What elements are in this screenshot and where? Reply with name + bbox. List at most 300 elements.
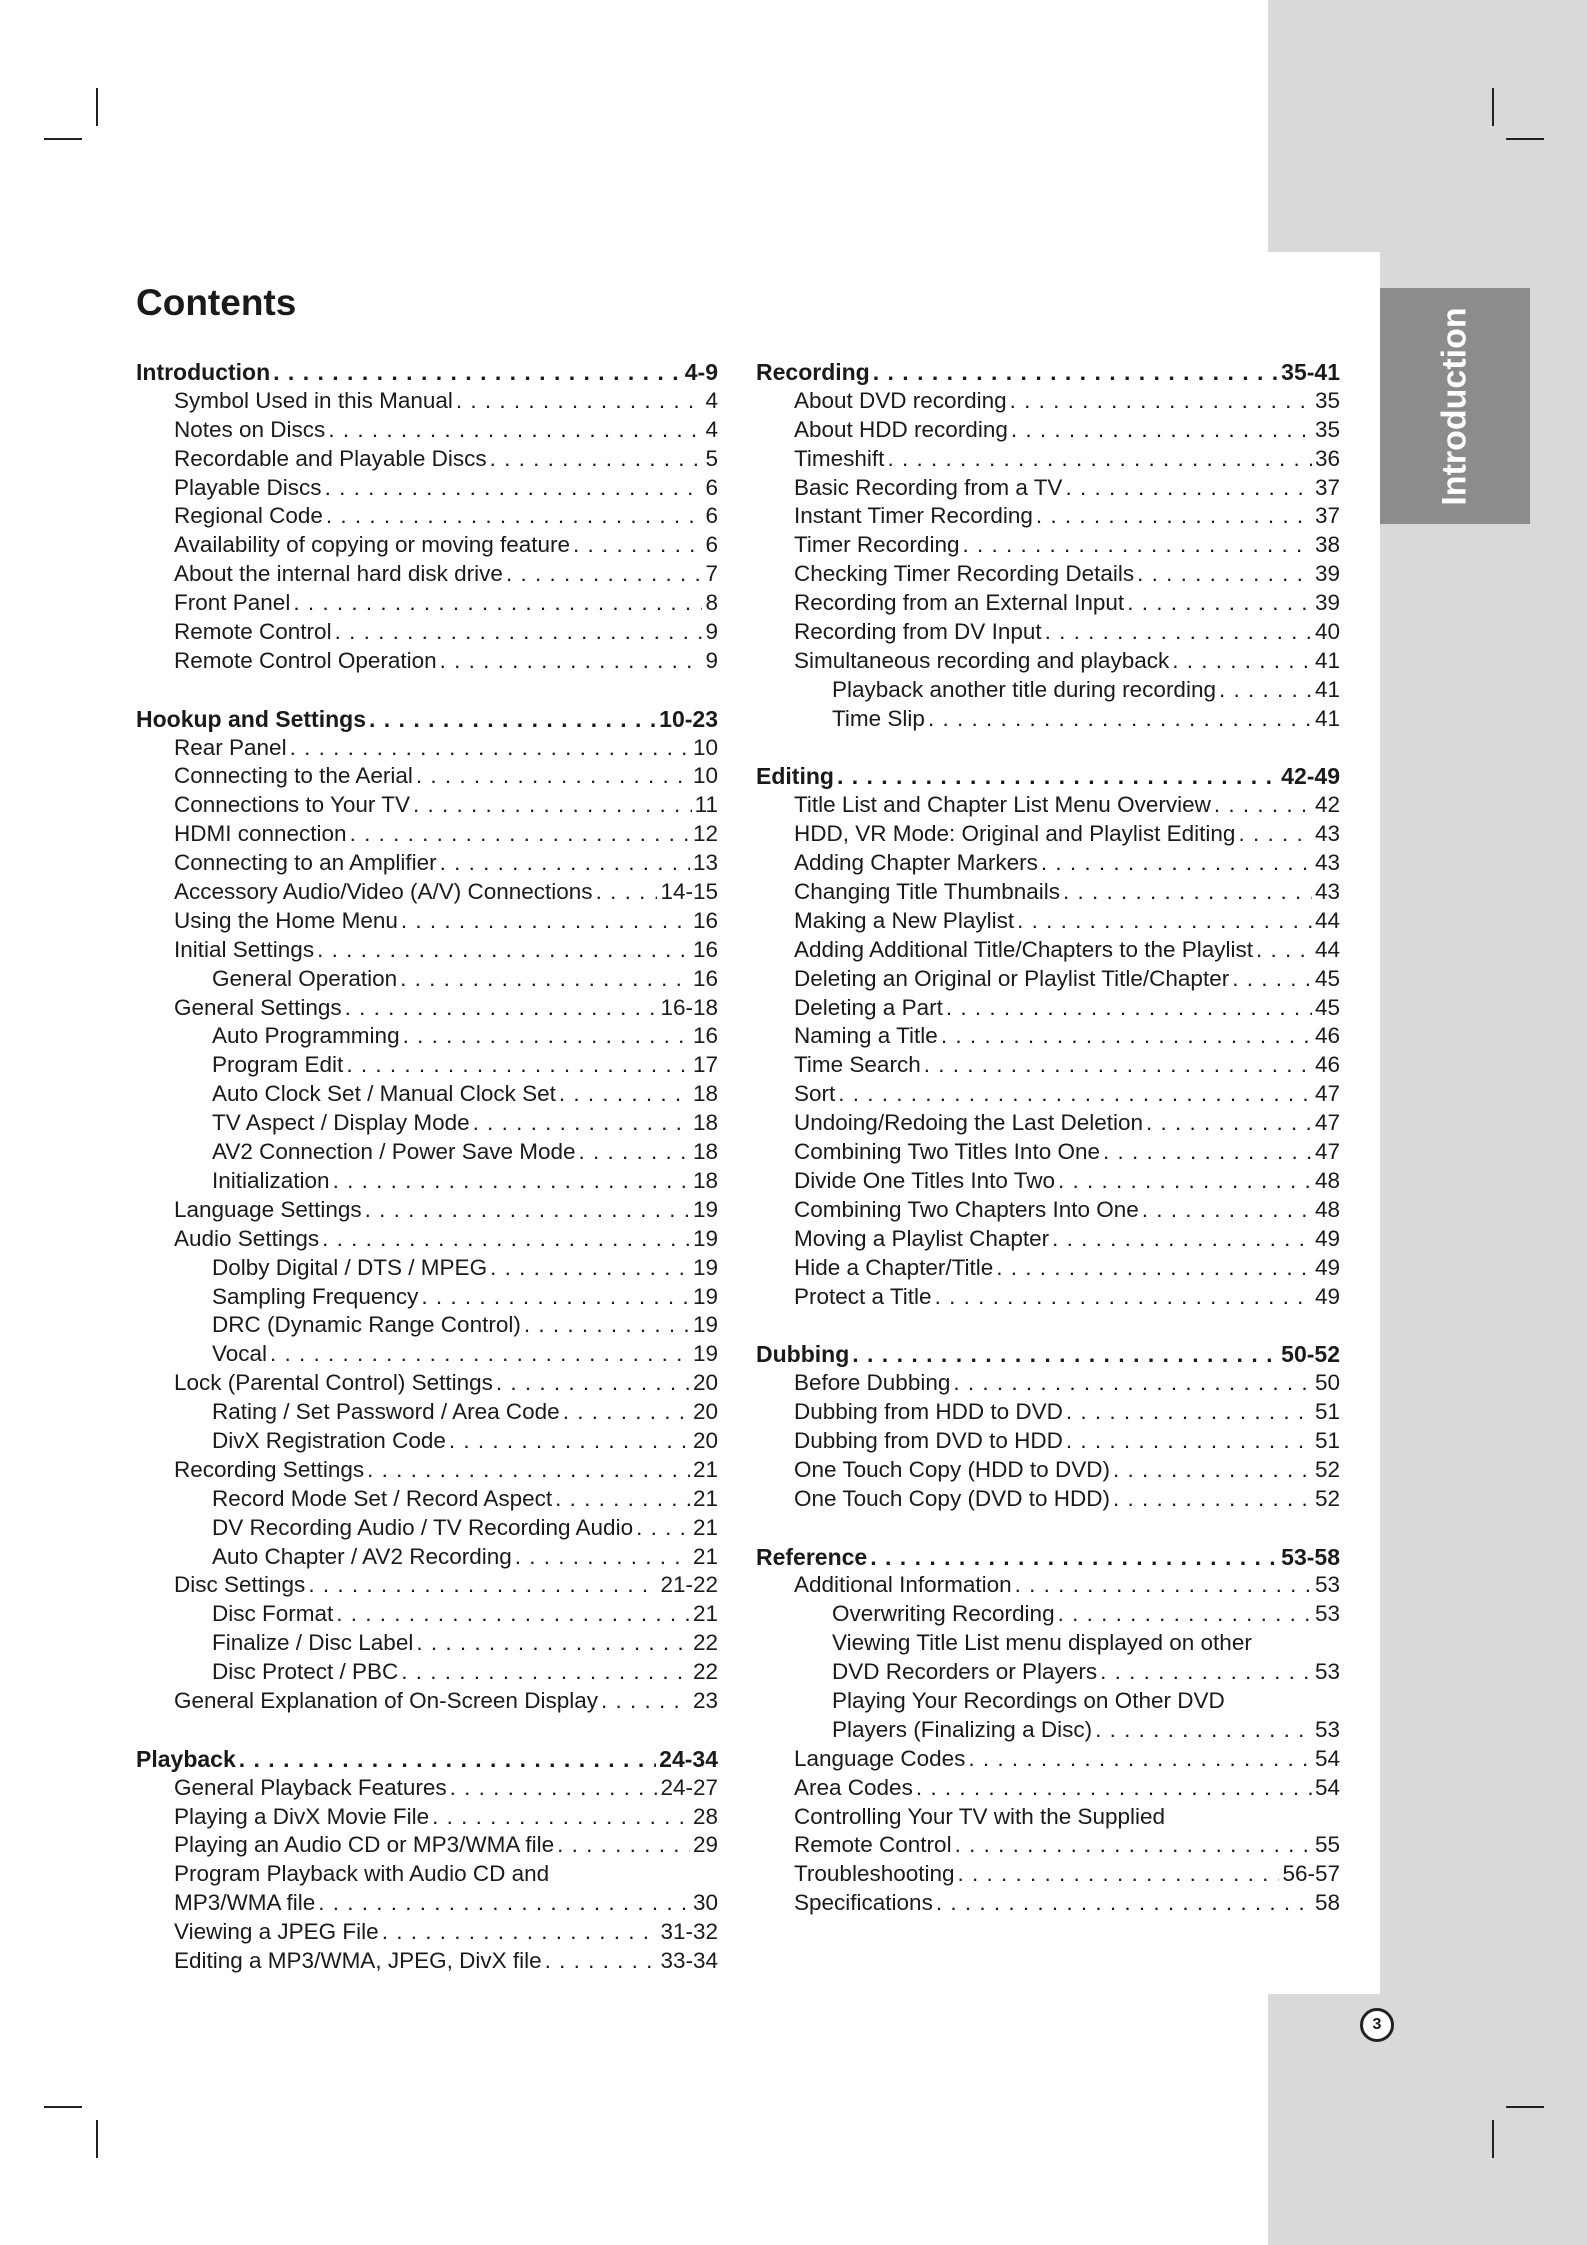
entry-text: Troubleshooting	[794, 1861, 955, 1887]
dot-leader	[1063, 878, 1312, 907]
entry-page-number: 51	[1314, 1427, 1340, 1453]
entry-text: Language Settings	[174, 1196, 362, 1222]
entry-page-number: 53	[1314, 1601, 1340, 1627]
section-page-range: 42-49	[1281, 763, 1340, 790]
toc-entry	[136, 1167, 718, 1196]
entry-text: Auto Chapter / AV2 Recording	[212, 1543, 512, 1569]
toc-section-heading	[756, 358, 1340, 387]
toc-entry	[756, 791, 1340, 820]
entry-page-number: 50	[1314, 1370, 1340, 1396]
entry-text: Disc Settings	[174, 1572, 306, 1598]
entry-page-number: 53	[1314, 1659, 1340, 1685]
dot-leader	[852, 1340, 1278, 1369]
toc-entry	[756, 1889, 1340, 1918]
dot-leader	[1066, 1398, 1312, 1427]
entry-page-number: 21	[692, 1601, 718, 1627]
entry-text: Undoing/Redoing the Last Deletion	[794, 1110, 1143, 1136]
toc-entry	[136, 1514, 718, 1543]
entry-text: DRC (Dynamic Range Control)	[212, 1312, 521, 1338]
entry-text: Audio Settings	[174, 1225, 320, 1251]
entry-page-number: 18	[692, 1167, 718, 1193]
entry-page-number: 6	[705, 532, 718, 558]
entry-text: Basic Recording from a TV	[794, 474, 1063, 500]
toc-entry	[756, 531, 1340, 560]
dot-leader	[1146, 1109, 1312, 1138]
entry-text: Instant Timer Recording	[794, 503, 1033, 529]
toc-entry	[136, 1831, 718, 1860]
entry-page-number: 40	[1314, 619, 1340, 645]
dot-leader	[1142, 1196, 1312, 1225]
entry-text: Playback another title during recording	[832, 676, 1216, 702]
dot-leader	[401, 1658, 690, 1687]
entry-text: Disc Format	[212, 1601, 334, 1627]
entry-page-number: 9	[705, 619, 718, 645]
entry-text: Playing a DivX Movie File	[174, 1803, 430, 1829]
section-tab	[1380, 288, 1530, 524]
toc-entry	[136, 416, 718, 445]
entry-text: Time Search	[794, 1052, 921, 1078]
entry-page-number: 13	[692, 850, 718, 876]
entry-page-number: 31-32	[660, 1919, 718, 1945]
toc-entry	[756, 1051, 1340, 1080]
toc-entry	[136, 1543, 718, 1572]
entry-text: Notes on Discs	[174, 416, 326, 442]
dot-leader	[545, 1947, 658, 1976]
toc-entry	[136, 820, 718, 849]
crop-mark	[1506, 138, 1544, 140]
entry-page-number: 33-34	[660, 1947, 718, 1973]
entry-page-number: 29	[692, 1832, 718, 1858]
entry-page-number: 18	[692, 1081, 718, 1107]
entry-page-number: 41	[1314, 647, 1340, 673]
toc-entry	[756, 416, 1340, 445]
entry-text: Time Slip	[832, 705, 925, 731]
toc-entry	[756, 1196, 1340, 1225]
dot-leader	[636, 1514, 690, 1543]
dot-leader	[515, 1543, 690, 1572]
entry-text: Recording from an External Input	[794, 590, 1125, 616]
dot-leader	[416, 762, 690, 791]
toc-entry	[136, 1687, 718, 1716]
toc-entry	[136, 762, 718, 791]
entry-page-number: 48	[1314, 1167, 1340, 1193]
entry-text: TV Aspect / Display Mode	[212, 1110, 470, 1136]
entry-page-number: 39	[1314, 590, 1340, 616]
entry-page-number: 21	[692, 1456, 718, 1482]
dot-leader	[1172, 647, 1312, 676]
entry-page-number: 49	[1314, 1283, 1340, 1309]
dot-leader	[328, 416, 702, 445]
toc-entry	[136, 502, 718, 531]
toc-entry	[136, 907, 718, 936]
entry-text: Checking Timer Recording Details	[794, 561, 1135, 587]
toc-entry	[756, 1629, 1340, 1658]
entry-text: Remote Control	[794, 1832, 952, 1858]
toc-entry	[136, 1022, 718, 1051]
toc-entry	[756, 1167, 1340, 1196]
crop-mark	[96, 2120, 98, 2158]
entry-text: Naming a Title	[794, 1023, 938, 1049]
entry-page-number: 42	[1314, 792, 1340, 818]
toc-entry	[756, 1860, 1340, 1889]
entry-page-number: 44	[1314, 936, 1340, 962]
dot-leader	[916, 1774, 1312, 1803]
entry-page-number: 10	[692, 734, 718, 760]
section-page-range: 53-58	[1281, 1543, 1340, 1570]
dot-leader	[924, 1051, 1312, 1080]
entry-page-number: 10	[692, 763, 718, 789]
entry-page-number: 22	[692, 1659, 718, 1685]
entry-page-number: 16	[692, 1023, 718, 1049]
section-page-range: 24-34	[659, 1745, 718, 1772]
dot-leader	[1045, 618, 1312, 647]
toc-entry	[756, 936, 1340, 965]
crop-mark	[1492, 88, 1494, 126]
dot-leader	[1066, 1427, 1312, 1456]
entry-page-number: 47	[1314, 1110, 1340, 1136]
dot-leader	[968, 1745, 1312, 1774]
dot-leader	[346, 1051, 690, 1080]
entry-page-number: 17	[692, 1052, 718, 1078]
toc-entry	[136, 1138, 718, 1167]
entry-page-number: 43	[1314, 879, 1340, 905]
entry-page-number: 19	[692, 1312, 718, 1338]
dot-leader	[350, 820, 690, 849]
entry-text: Playable Discs	[174, 474, 322, 500]
entry-text: Simultaneous recording and playback	[794, 647, 1170, 673]
toc-entry	[756, 705, 1340, 734]
toc-entry	[136, 1340, 718, 1369]
toc-entry	[756, 1398, 1340, 1427]
entry-page-number: 45	[1314, 965, 1340, 991]
toc-entry	[756, 820, 1340, 849]
dot-leader	[336, 1600, 690, 1629]
toc-entry	[136, 647, 718, 676]
dot-leader	[1103, 1138, 1312, 1167]
toc-entry	[136, 1283, 718, 1312]
toc-entry	[136, 1080, 718, 1109]
dot-leader	[557, 1831, 690, 1860]
toc-entry	[756, 1571, 1340, 1600]
dot-leader	[326, 502, 703, 531]
entry-page-number: 18	[692, 1139, 718, 1165]
entry-text: Connections to Your TV	[174, 792, 410, 818]
entry-page-number: 20	[692, 1399, 718, 1425]
entry-text: Divide One Titles Into Two	[794, 1167, 1055, 1193]
toc-entry	[136, 791, 718, 820]
entry-page-number: 16	[692, 907, 718, 933]
entry-page-number: 4	[705, 416, 718, 442]
entry-text: Changing Title Thumbnails	[794, 879, 1060, 905]
toc-section	[136, 705, 718, 1716]
crop-mark	[44, 138, 82, 140]
dot-leader	[1127, 589, 1312, 618]
toc-entry	[136, 1398, 718, 1427]
entry-text: About HDD recording	[794, 416, 1008, 442]
entry-page-number: 24-27	[660, 1774, 718, 1800]
entry-page-number: 19	[692, 1225, 718, 1251]
dot-leader	[413, 791, 692, 820]
dot-leader	[318, 1889, 690, 1918]
entry-text: Initialization	[212, 1167, 330, 1193]
entry-text: Rating / Set Password / Area Code	[212, 1399, 560, 1425]
toc-entry	[756, 1774, 1340, 1803]
toc-entry	[756, 502, 1340, 531]
entry-text: Moving a Playlist Chapter	[794, 1225, 1050, 1251]
dot-leader	[601, 1687, 690, 1716]
toc-entry	[136, 1571, 718, 1600]
entry-text: Vocal	[212, 1341, 268, 1367]
entry-page-number: 16	[692, 965, 718, 991]
toc-entry	[756, 1831, 1340, 1860]
toc-entry	[136, 589, 718, 618]
toc-entry	[136, 878, 718, 907]
entry-text: MP3/WMA file	[174, 1890, 316, 1916]
dot-leader	[440, 849, 690, 878]
entry-text: Recording from DV Input	[794, 619, 1042, 645]
entry-text: AV2 Connection / Power Save Mode	[212, 1139, 576, 1165]
dot-leader	[239, 1745, 656, 1774]
dot-leader	[1058, 1167, 1312, 1196]
dot-leader	[367, 1456, 690, 1485]
entry-page-number: 16	[692, 936, 718, 962]
dot-leader	[290, 734, 690, 763]
entry-page-number: 52	[1314, 1456, 1340, 1482]
dot-leader	[946, 994, 1312, 1023]
entry-text: Overwriting Recording	[832, 1601, 1055, 1627]
entry-text: Lock (Parental Control) Settings	[174, 1370, 493, 1396]
entry-text: Deleting an Original or Playlist Title/Chapter	[794, 965, 1230, 991]
toc-section	[756, 358, 1340, 734]
entry-page-number: 21	[692, 1543, 718, 1569]
section-heading-text: Dubbing	[756, 1341, 850, 1368]
toc-entry	[756, 1138, 1340, 1167]
dot-leader	[837, 762, 1278, 791]
toc-section-heading	[756, 1543, 1340, 1572]
dot-leader	[928, 705, 1312, 734]
entry-text: DV Recording Audio / TV Recording Audio	[212, 1514, 634, 1540]
dot-leader	[1232, 965, 1312, 994]
dot-leader	[1052, 1225, 1312, 1254]
entry-page-number: 54	[1314, 1774, 1340, 1800]
toc-entry	[756, 445, 1340, 474]
entry-text: Dubbing from HDD to DVD	[794, 1399, 1063, 1425]
entry-text: Combining Two Titles Into One	[794, 1139, 1100, 1165]
dot-leader	[1095, 1716, 1312, 1745]
toc-entry	[756, 589, 1340, 618]
section-page-range: 10-23	[659, 705, 718, 732]
entry-page-number: 21	[692, 1514, 718, 1540]
toc-entry	[756, 560, 1340, 589]
toc-column-right	[756, 358, 1340, 1947]
toc-entry	[756, 1716, 1340, 1745]
toc-entry	[136, 474, 718, 503]
toc-entry	[136, 1051, 718, 1080]
entry-page-number: 16-18	[660, 994, 718, 1020]
toc-section-heading	[756, 762, 1340, 791]
toc-entry	[136, 1311, 718, 1340]
dot-leader	[490, 1254, 690, 1283]
toc-entry	[136, 1485, 718, 1514]
toc-column-left	[136, 358, 718, 2005]
toc-entry	[136, 965, 718, 994]
toc-entry	[756, 1254, 1340, 1283]
entry-text: Connecting to the Aerial	[174, 763, 413, 789]
toc-section	[756, 1543, 1340, 1919]
entry-page-number: 38	[1314, 532, 1340, 558]
entry-page-number: 19	[692, 1283, 718, 1309]
entry-text: General Operation	[212, 965, 398, 991]
entry-text: Timer Recording	[794, 532, 960, 558]
dot-leader	[1010, 387, 1312, 416]
section-page-range: 4-9	[684, 359, 718, 385]
toc-entry	[756, 1687, 1340, 1716]
entry-text: Area Codes	[794, 1774, 913, 1800]
dot-leader	[1036, 502, 1312, 531]
section-page-range: 35-41	[1281, 359, 1340, 385]
section-heading-text: Recording	[756, 359, 870, 385]
dot-leader	[887, 445, 1312, 474]
dot-leader	[440, 647, 703, 676]
dot-leader	[449, 1427, 690, 1456]
crop-mark	[1492, 2120, 1494, 2158]
toc-entry	[136, 1658, 718, 1687]
dot-leader	[473, 1109, 690, 1138]
dot-leader	[955, 1831, 1312, 1860]
entry-page-number: 12	[692, 821, 718, 847]
entry-text: Auto Programming	[212, 1023, 400, 1049]
toc-entry	[136, 1600, 718, 1629]
entry-text: Title List and Chapter List Menu Overview	[794, 792, 1211, 818]
entry-text: Dubbing from DVD to HDD	[794, 1427, 1063, 1453]
toc-entry	[756, 1080, 1340, 1109]
section-heading-text: Introduction	[136, 359, 271, 385]
entry-page-number: 35	[1314, 416, 1340, 442]
entry-page-number: 41	[1314, 676, 1340, 702]
dot-leader	[400, 965, 690, 994]
toc-entry	[756, 647, 1340, 676]
entry-text: Specifications	[794, 1890, 933, 1916]
entry-page-number: 20	[692, 1370, 718, 1396]
toc-entry	[136, 1947, 718, 1976]
toc-entry	[756, 907, 1340, 936]
entry-page-number: 44	[1314, 907, 1340, 933]
dot-leader	[555, 1485, 690, 1514]
entry-page-number: 51	[1314, 1399, 1340, 1425]
toc-section	[756, 1340, 1340, 1513]
entry-page-number: 53	[1314, 1716, 1340, 1742]
entry-text: Recording Settings	[174, 1456, 365, 1482]
entry-text: Controlling Your TV with the Supplied	[794, 1803, 1166, 1829]
crop-mark	[1506, 2106, 1544, 2108]
toc-entry	[136, 1889, 718, 1918]
dot-leader	[345, 994, 658, 1023]
entry-text: DivX Registration Code	[212, 1427, 446, 1453]
entry-text: Playing an Audio CD or MP3/WMA file	[174, 1832, 555, 1858]
dot-leader	[941, 1022, 1312, 1051]
entry-text: Making a New Playlist	[794, 907, 1015, 933]
entry-text: Adding Chapter Markers	[794, 850, 1038, 876]
entry-text: Additional Information	[794, 1572, 1012, 1598]
toc-entry	[136, 387, 718, 416]
toc-entry	[756, 1600, 1340, 1629]
toc-section	[136, 358, 718, 676]
entry-page-number: 39	[1314, 561, 1340, 587]
toc-entry	[136, 1109, 718, 1138]
entry-text: Rear Panel	[174, 734, 287, 760]
entry-text: HDMI connection	[174, 821, 347, 847]
toc-section	[136, 1745, 718, 1976]
dot-leader	[596, 878, 658, 907]
dot-leader	[524, 1311, 690, 1340]
entry-text: Regional Code	[174, 503, 323, 529]
entry-page-number: 28	[692, 1803, 718, 1829]
dot-leader	[936, 1889, 1312, 1918]
entry-page-number: 21	[692, 1485, 718, 1511]
toc-entry	[756, 1225, 1340, 1254]
dot-leader	[935, 1283, 1312, 1312]
dot-leader	[273, 358, 682, 387]
dot-leader	[293, 589, 702, 618]
entry-page-number: 19	[692, 1341, 718, 1367]
entry-page-number: 55	[1314, 1832, 1340, 1858]
entry-page-number: 49	[1314, 1254, 1340, 1280]
toc-entry	[756, 1803, 1340, 1832]
toc-entry	[136, 994, 718, 1023]
dot-leader	[333, 1167, 690, 1196]
dot-leader	[1238, 820, 1312, 849]
entry-page-number: 35	[1314, 387, 1340, 413]
entry-text: Using the Home Menu	[174, 907, 398, 933]
toc-entry	[136, 445, 718, 474]
toc-section-heading	[756, 1340, 1340, 1369]
entry-text: Program Playback with Audio CD and	[174, 1861, 550, 1887]
page-number: 3	[1372, 2016, 1382, 2033]
dot-leader	[325, 474, 703, 503]
entry-page-number: 36	[1314, 445, 1340, 471]
toc-section-heading	[136, 1745, 718, 1774]
entry-text: Record Mode Set / Record Aspect	[212, 1485, 553, 1511]
entry-page-number: 47	[1314, 1081, 1340, 1107]
entry-text: One Touch Copy (HDD to DVD)	[794, 1456, 1110, 1482]
dot-leader	[506, 560, 703, 589]
entry-text: Remote Control Operation	[174, 647, 437, 673]
entry-page-number: 45	[1314, 994, 1340, 1020]
entry-text: Deleting a Part	[794, 994, 943, 1020]
entry-text: Accessory Audio/Video (A/V) Connections	[174, 879, 593, 905]
entry-page-number: 46	[1314, 1023, 1340, 1049]
entry-page-number: 43	[1314, 850, 1340, 876]
toc-section	[756, 762, 1340, 1311]
entry-text: Front Panel	[174, 590, 291, 616]
dot-leader	[490, 445, 703, 474]
dot-leader	[317, 936, 690, 965]
entry-page-number: 49	[1314, 1225, 1340, 1251]
dot-leader	[1256, 936, 1312, 965]
entry-text: Before Dubbing	[794, 1370, 951, 1396]
toc-entry	[756, 1369, 1340, 1398]
dot-leader	[1011, 416, 1312, 445]
entry-text: Dolby Digital / DTS / MPEG	[212, 1254, 488, 1280]
toc-section-heading	[136, 705, 718, 734]
toc-entry	[756, 965, 1340, 994]
entry-page-number: 8	[705, 590, 718, 616]
section-tab-label: Introduction	[1435, 306, 1474, 506]
dot-leader	[1137, 560, 1312, 589]
toc-entry	[756, 1427, 1340, 1456]
dot-leader	[962, 531, 1312, 560]
dot-leader	[1015, 1571, 1312, 1600]
